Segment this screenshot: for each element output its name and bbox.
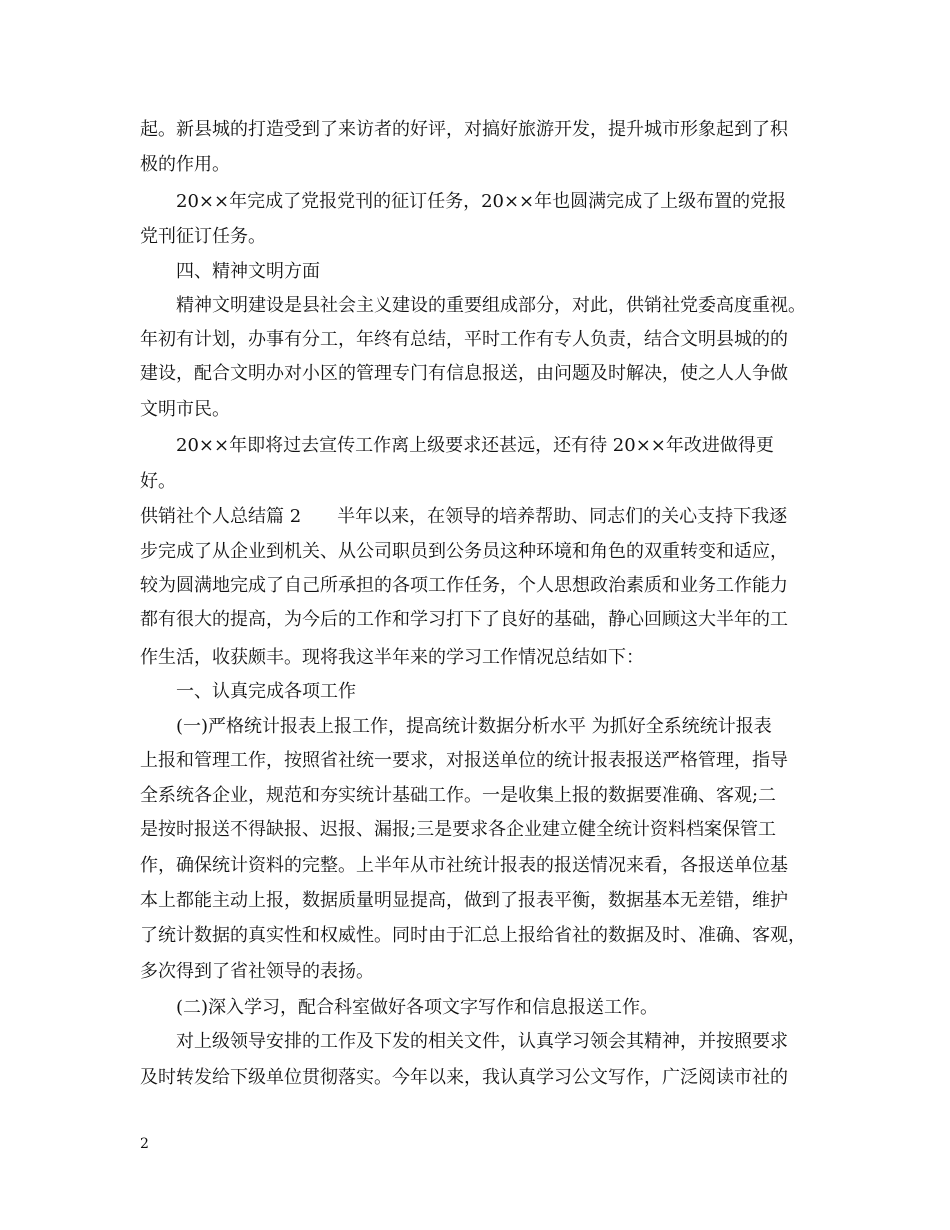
section-heading: 供销社个人总结篇 2 半年以来，在领导的培养帮助、同志们的关心支持下我逐: [140, 506, 788, 527]
text-line: 好。: [140, 471, 176, 492]
subsection-heading: (一)严格统计报表上报工作，提高统计数据分析水平 为抓好全系统统计报表: [176, 716, 772, 737]
text-line: 作生活，收获颇丰。现将我这半年来的学习工作情况总结如下：: [140, 647, 644, 668]
text-line: 精神文明建设是县社会主义建设的重要组成部分，对此，供销社党委高度重视。: [176, 295, 806, 316]
text-line: 极的作用。: [140, 154, 230, 175]
section-heading: 四、精神文明方面: [176, 261, 320, 282]
text-line: 及时转发给下级单位贯彻落实。今年以来，我认真学习公文写作，广泛阅读市社的: [140, 1067, 788, 1088]
text-line: 20××年即将过去宣传工作离上级要求还甚远，还有待 20××年改进做得更: [176, 435, 774, 456]
text-line: 都有很大的提高，为今后的工作和学习打下了良好的基础，静心回顾这大半年的工: [140, 609, 788, 630]
text-line: 了统计数据的真实性和权威性。同时由于汇总上报给省社的数据及时、准确、客观，: [140, 925, 806, 946]
text-line: 本上都能主动上报，数据质量明显提高，做到了报表平衡，数据基本无差错，维护: [140, 890, 788, 911]
text-line: 步完成了从企业到机关、从公司职员到公务员这种环境和角色的双重转变和适应，: [140, 541, 788, 562]
page-number: 2: [140, 1136, 149, 1152]
text-line: 建设，配合文明办对小区的管理专门有信息报送，由问题及时解决，使之人人争做: [140, 363, 788, 384]
text-line: 20××年完成了党报党刊的征订任务，20××年也圆满完成了上级布置的党报: [176, 191, 787, 212]
text-line: 是按时报送不得缺报、迟报、漏报;三是要求各企业建立健全统计资料档案保管工: [140, 819, 777, 840]
text-line: 多次得到了省社领导的表扬。: [140, 961, 374, 982]
text-line: 较为圆满地完成了自己所承担的各项工作任务，个人思想政治素质和业务工作能力: [140, 575, 788, 596]
text-line: 全系统各企业，规范和夯实统计基础工作。一是收集上报的数据要准确、客观;二: [140, 785, 777, 806]
text-line: 作，确保统计资料的完整。上半年从市社统计报表的报送情况来看，各报送单位基: [140, 855, 788, 876]
text-line: 上报和管理工作，按照省社统一要求，对报送单位的统计报表报送严格管理，指导: [140, 750, 788, 771]
text-line: 文明市民。: [140, 399, 230, 420]
text-line: 起。新县城的打造受到了来访者的好评，对搞好旅游开发，提升城市形象起到了积: [140, 119, 788, 140]
text-line: 年初有计划，办事有分工，年终有总结，平时工作有专人负责，结合文明县城的的: [140, 329, 788, 350]
text-line: 党刊征订任务。: [140, 226, 266, 247]
section-heading: 一、认真完成各项工作: [176, 681, 356, 702]
text-line: 对上级领导安排的工作及下发的相关文件，认真学习领会其精神，并按照要求: [176, 1031, 788, 1052]
subsection-heading: (二)深入学习，配合科室做好各项文字写作和信息报送工作。: [176, 997, 659, 1018]
